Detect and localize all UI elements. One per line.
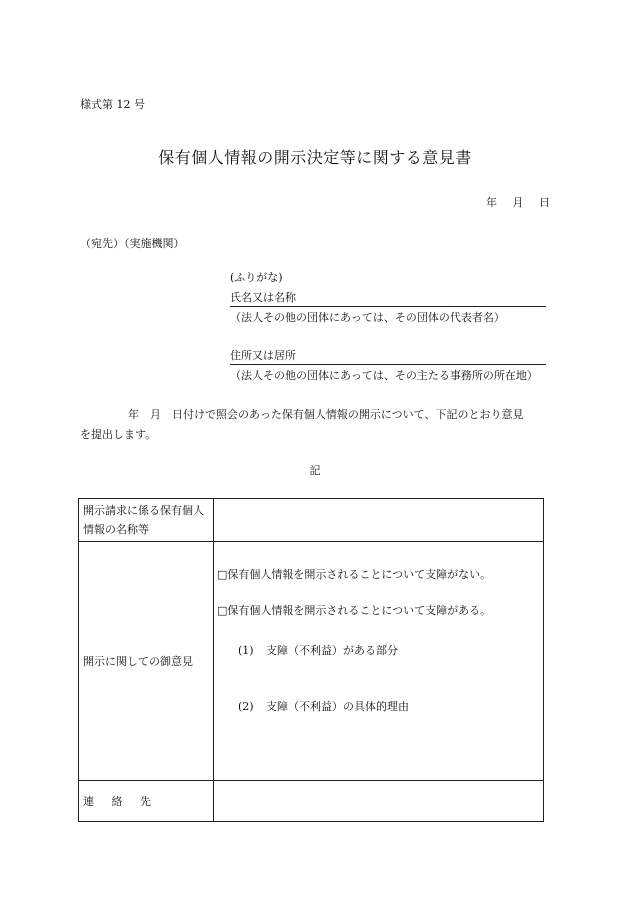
- name-note: （法人その他の団体にあっては、その団体の代表者名）: [230, 311, 505, 324]
- option-has-obstacle[interactable]: □保有個人情報を開示されることについて支障がある。: [217, 604, 492, 617]
- opinion-cell: [214, 542, 544, 781]
- sub-item-label: 支障（不利益）の具体的理由: [266, 700, 409, 713]
- sub-item-specific-reason: [238, 698, 409, 714]
- sub-item-label: 支障（不利益）がある部分: [266, 644, 398, 657]
- date-line: 年 月 日: [486, 196, 550, 209]
- row-label-info-name: 開示請求に係る保有個人情報の名称等: [79, 499, 214, 542]
- form-number: 様式第 12 号: [80, 98, 145, 111]
- furigana-label: (ふりがな): [230, 271, 283, 284]
- sub-item-affected-part: [238, 642, 398, 658]
- body-text-line2: を提出します。: [80, 428, 157, 441]
- table-row: [79, 542, 544, 781]
- option-no-obstacle[interactable]: □保有個人情報を開示されることについて支障がない。: [217, 568, 492, 581]
- document-title: 保有個人情報の開示決定等に関する意見書: [158, 148, 472, 167]
- contact-field[interactable]: [214, 781, 544, 822]
- table-row: [79, 781, 544, 822]
- row-label-contact: 連 絡 先: [79, 781, 214, 822]
- address-note: （法人その他の団体にあっては、その主たる事務所の所在地）: [230, 369, 538, 382]
- address-field[interactable]: 住所又は居所: [230, 347, 546, 365]
- sub-item-number: (2): [238, 700, 254, 713]
- info-name-field[interactable]: [214, 499, 544, 542]
- table-row: [79, 499, 544, 542]
- body-text-line1: 年 月 日付けで照会のあった保有個人情報の開示について、下記のとおり意見: [128, 408, 524, 421]
- addressee: （宛先）（実施機関）: [80, 237, 185, 250]
- row-label-opinion: 開示に関しての御意見: [79, 542, 214, 781]
- record-mark: 記: [309, 464, 321, 477]
- sub-item-number: (1): [238, 644, 254, 657]
- name-field[interactable]: 氏名又は名称: [230, 289, 546, 307]
- opinion-table: [78, 498, 544, 822]
